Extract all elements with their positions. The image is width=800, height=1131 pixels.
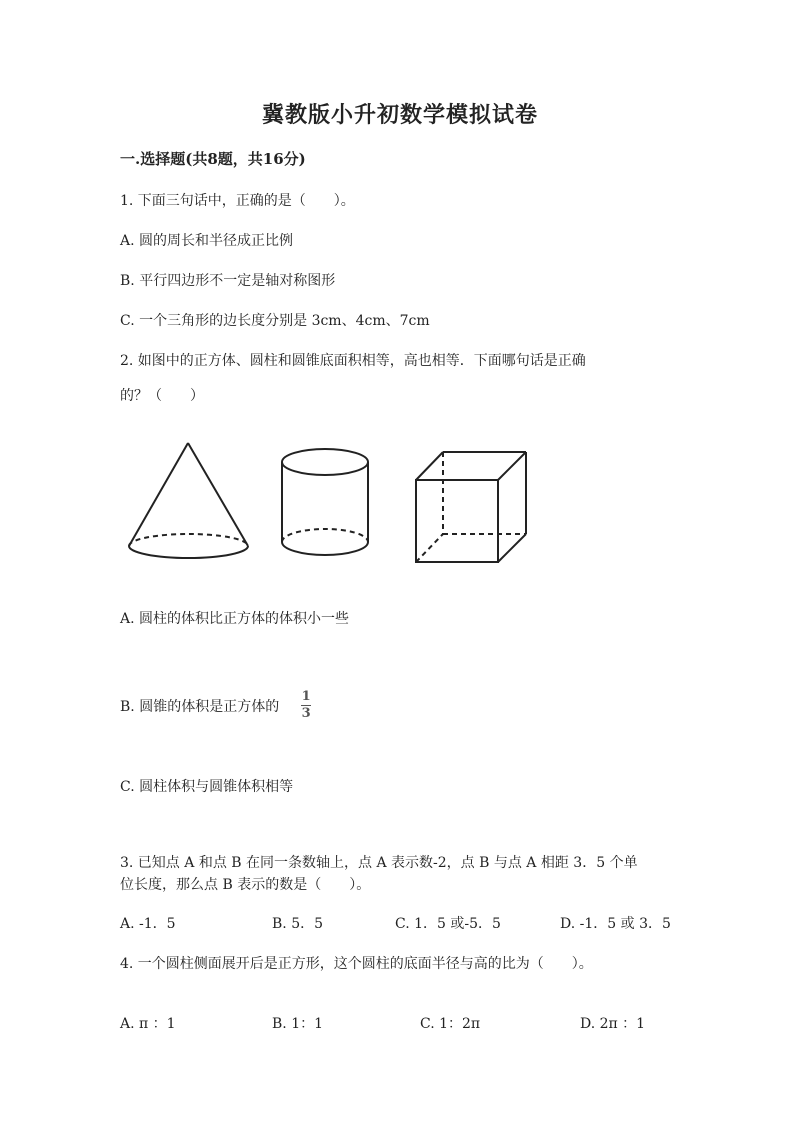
- q4-stem: 4. 一个圆柱侧面展开后是正方形，这个圆柱的底面半径与高的比为（ ）。: [120, 956, 593, 972]
- q4-option-a[interactable]: A. π ：1: [120, 1016, 176, 1032]
- q1-option-c[interactable]: C. 一个三角形的边长度分别是 3cm、4cm、7cm: [120, 313, 430, 329]
- q4-option-d[interactable]: D. 2π ：1: [580, 1016, 646, 1032]
- q1-option-b[interactable]: B. 平行四边形不一定是轴对称图形: [120, 273, 336, 289]
- q3-stem-line1: 3. 已知点 A 和点 B 在同一条数轴上，点 A 表示数-2，点 B 与点 A 相距 3．5 个单: [120, 855, 638, 871]
- q1-stem: 1. 下面三句话中，正确的是（ ）。: [120, 193, 355, 209]
- q3-option-b[interactable]: B. 5．5: [272, 916, 324, 932]
- cone-figure: [129, 443, 248, 558]
- section-heading: 一.选择题(共8题，共16分): [120, 150, 306, 168]
- q4-option-b[interactable]: B. 1：1: [272, 1016, 324, 1032]
- solid-figures: [120, 435, 540, 570]
- q2-option-b-text: B. 圆锥的体积是正方体的: [120, 698, 280, 715]
- q2-option-c[interactable]: C. 圆柱体积与圆锥体积相等: [120, 779, 294, 795]
- q3-option-a[interactable]: A. -1．5: [120, 916, 176, 932]
- fraction-denominator: 3: [301, 706, 311, 721]
- fraction-numerator: 1: [301, 689, 311, 704]
- q2-stem-line1: 2. 如图中的正方体、圆柱和圆锥底面积相等，高也相等．下面哪句话是正确: [120, 353, 586, 369]
- q4-option-c[interactable]: C. 1：2π: [420, 1016, 481, 1032]
- page-title: 冀教版小升初数学模拟试卷: [261, 102, 538, 128]
- q3-stem-line2: 位长度，那么点 B 表示的数是（ ）。: [120, 877, 371, 893]
- cube-figure: [416, 452, 526, 562]
- one-third-fraction: [301, 690, 311, 721]
- cylinder-figure: [282, 449, 368, 555]
- q2-option-a[interactable]: A. 圆柱的体积比正方体的体积小一些: [120, 611, 350, 627]
- q3-option-c[interactable]: C. 1．5 或-5．5: [395, 916, 501, 932]
- q2-stem-line2: 的？（ ）: [120, 388, 204, 404]
- q2-option-b[interactable]: [120, 690, 311, 721]
- q1-option-a[interactable]: A. 圆的周长和半径成正比例: [120, 233, 294, 249]
- q3-option-d[interactable]: D. -1．5 或 3．5: [560, 916, 671, 932]
